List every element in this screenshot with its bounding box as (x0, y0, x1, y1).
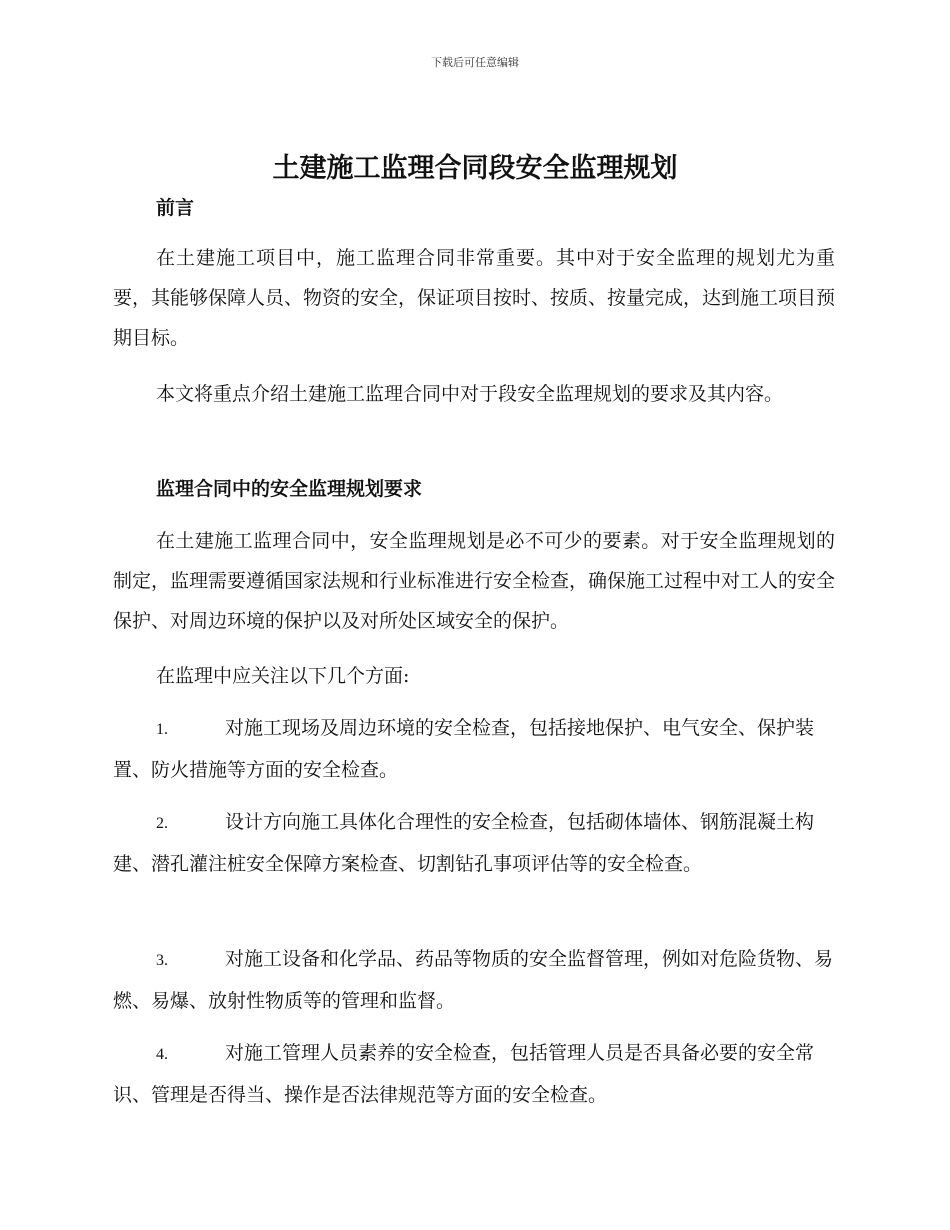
list-item (113, 708, 835, 790)
preface-paragraph-1: 在土建施工项目中，施工监理合同非常重要。其中对于安全监理的规划尤为重要，其能够保障人员、物资的安全，保证项目按时、按质、按量完成，达到施工项目预期目标。 (113, 247, 836, 349)
preface-heading: 前言 (156, 197, 195, 219)
page-title: 土建施工监理合同段安全监理规划 (272, 153, 678, 184)
list-item-text: 设计方向施工具体化合理性的安全检查，包括砌体墙体、钢筋混凝土构建、潜孔灌注桩安全保障方案检查、切割钻孔事项评估等的安全检查。 (113, 811, 815, 875)
requirements-paragraph-1: 在土建施工监理合同中，安全监理规划是必不可少的要素。对于安全监理规划的制定，监理需要遵循国家法规和行业标准进行安全检查，确保施工过程中对工人的安全保护、对周边环境的保护以及对所处区域安全的保护。 (113, 530, 836, 632)
preface-paragraph-2: 本文将重点介绍土建施工监理合同中对于段安全监理规划的要求及其内容。 (156, 383, 784, 405)
header-note: 下载后可任意编辑 (431, 56, 519, 69)
list-item (113, 1033, 835, 1115)
list-item (113, 939, 835, 1021)
list-item (113, 802, 835, 884)
list-item-number: 1. (156, 721, 168, 738)
requirements-heading: 监理合同中的安全监理规划要求 (156, 478, 423, 500)
list-item-number: 4. (156, 1046, 168, 1063)
list-item-text: 对施工设备和化学品、药品等物质的安全监督管理，例如对危险货物、易燃、易爆、放射性物质等的管理和监督。 (113, 948, 834, 1012)
list-item-number: 3. (156, 952, 168, 969)
requirements-paragraph-2: 在监理中应关注以下几个方面: (156, 665, 410, 687)
list-item-text: 对施工管理人员素养的安全检查，包括管理人员是否具备必要的安全常识、管理是否得当、操作是否法律规范等方面的安全检查。 (113, 1042, 815, 1106)
list-item-text: 对施工现场及周边环境的安全检查，包括接地保护、电气安全、保护装置、防火措施等方面的安全检查。 (113, 717, 815, 781)
list-item-number: 2. (156, 815, 168, 832)
